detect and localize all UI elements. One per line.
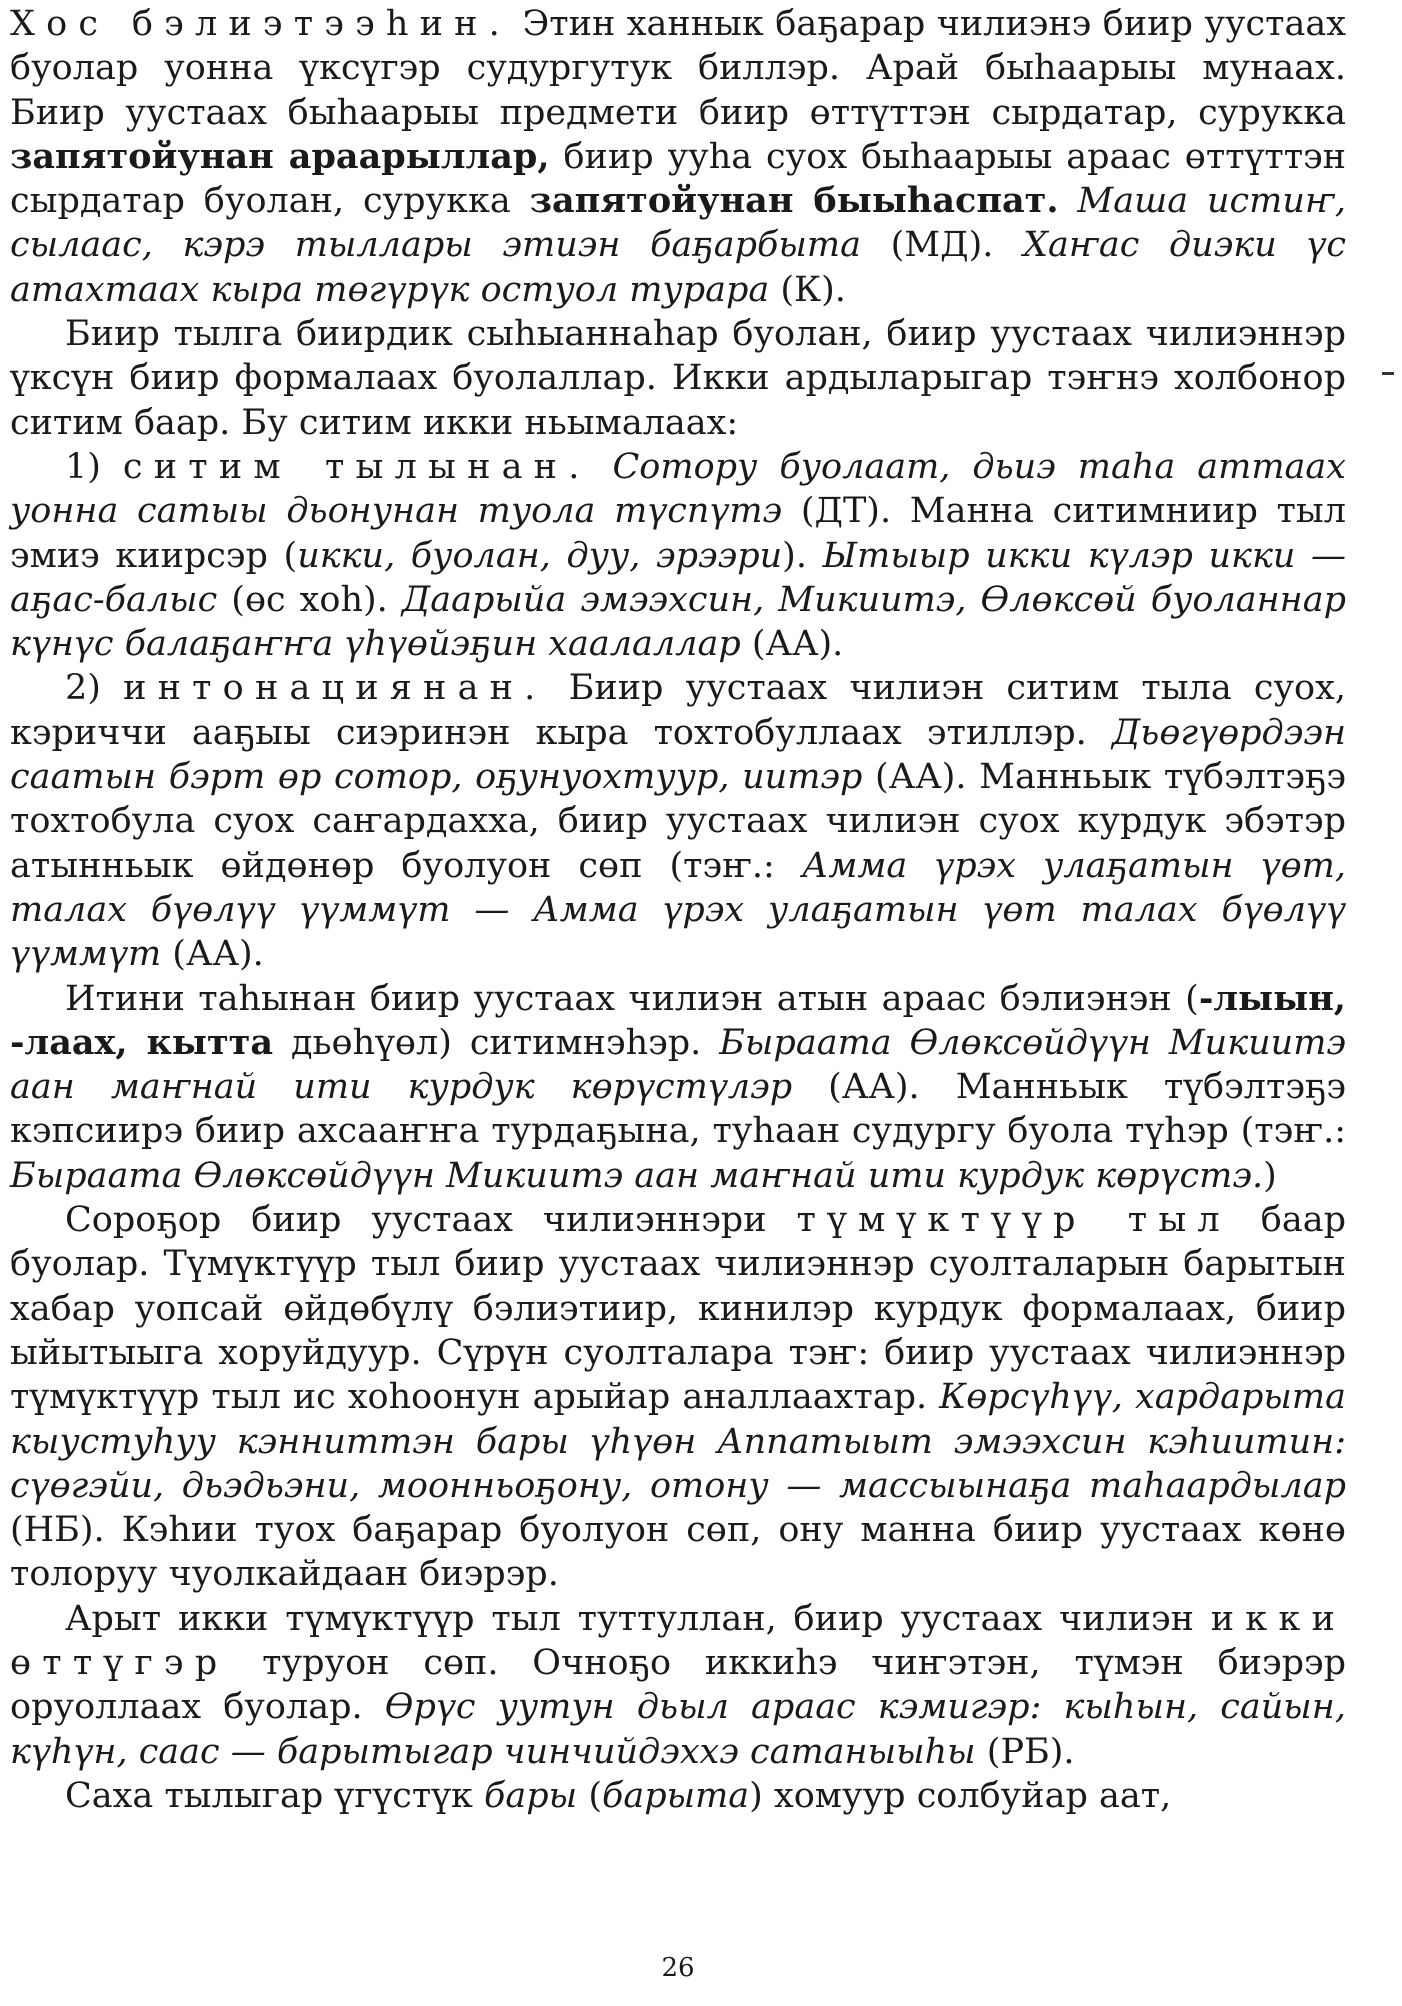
paragraph-1: Хос бэлиэтээһин. Этин ханнык баҕарар чилиэнэ биир уустаах буолар уонна үксүгэр судургутук биллэр. Арай быһаарыы мунаах. Биир уустаах быһаарыы предмети биир өттүттэн сырдатар, сурукка запятойунан араарыллар, биир ууһа суох быһаарыы араас өттүттэн сырдатар буолан, сурукка запятойунан быыһаспат. Маша истиҥ, сылаас, кэрэ тыллары этиэн баҕарбыта (МД). Хаҥас диэки үс атахтаах кыра төгүрүк остуол турара (К).: [10, 4, 1346, 310]
example-text: Даарыйа эмээхсин, Микиитэ, Өлөксөй буоланнар күнүс балаҕаҥҥа үһүөйэҕин хаалаллар: [10, 579, 1346, 665]
example-text: Сотору буолаат, дьиэ таһа аттаах уонна сатыы дьонунан туола түспүтэ: [10, 446, 1346, 532]
example-text: Маша истиҥ, сылаас, кэрэ тыллары этиэн баҕарбыта: [10, 181, 1346, 266]
paragraph-8: Саха тылыгар үгүстүк бары (барыта) хомуур солбуйар аат,: [65, 1775, 1172, 1816]
example-text: Көрсүһүү, хардарыта кыустуһуу кэнниттэн бары үһүөн Аппатыыт эмээхсин кэһиитин: сүөгэйи, дьэдьэни, моонньоҕону, отону — массыынаҕа таһаардылар: [10, 1377, 1346, 1506]
example-text: Быраата Өлөксөйдүүн Микиитэ аан маҥнай ити курдук көрүстэ.: [10, 1155, 1264, 1196]
paragraph-6: Сороҕор биир уустаах чилиэннэри түмүктүүр тыл баар буолар. Түмүктүүр тыл биир уустаах чилиэннэр суолталарын барытын хабар уопсай өйдөбүлү бэлиэтиир, кинилэр курдук формалаах, биир ыйытыыга хоруйдуур. Сүрүн суолталара тэҥ: биир уустаах чилиэннэр түмүктүүр тыл ис хоһоонун арыйар аналлаахтар. Көрсүһүү, хардарыта кыустуһуу кэнниттэн бары үһүөн Аппатыыт эмээхсин кэһиитин: сүөгэйи, дьэдьэни, моонньоҕону, отону — массыынаҕа таһаардылар (НБ). Кэһии туох баҕарар буолуон сөп, ону манна биир уустаах көнө толоруу чуолкайдаан биэрэр.: [10, 1200, 1347, 1595]
margin-mark: [1382, 372, 1394, 375]
section-heading: Хос бэлиэтээһин.: [10, 4, 512, 44]
example-text: Амма үрэх улаҕатын үөт, талах бүөлүү үүммүт — Амма үрэх улаҕатын үөт талах бүөлүү үүммүт: [10, 845, 1346, 975]
term-spaced: түмүктүүр тыл: [796, 1200, 1231, 1241]
page-number: 26: [661, 1953, 695, 1983]
example-text: Хаҥас диэки үс атахтаах кыра төгүрүк остуол турара: [10, 225, 1346, 310]
page-body: [10, 2, 1346, 1818]
example-text: Өрүс уутун дьыл араас кэмигэр: кыһын, сайын, күһүн, саас — барытыгар чинчийдэххэ сатаныыһы: [10, 1687, 1346, 1772]
paragraph-3: 1) ситим тылынан. Сотору буолаат, дьиэ таһа аттаах уонна сатыы дьонунан туола түспүтэ (ДТ). Манна ситимниир тыл эмиэ киирсэр (икки, буолан, дуу, эрээри). Ытыыр икки күлэр икки — аҕас-балыс (өс хоһ). Даарыйа эмээхсин, Микиитэ, Өлөксөй буоланнар күнүс балаҕаҥҥа үһүөйэҕин хаалаллар (АА).: [10, 446, 1347, 665]
paragraph-4: 2) интонациянан. Биир уустаах чилиэн ситим тыла суох, кэриччи ааҕыы сиэринэн кыра тохтобуллаах этиллэр. Дьөгүөрдээн саатын бэрт өр сотор, оҕунуохтуур, иитэр (АА). Манньык түбэлтэҕэ тохтобула суох саҥардаххa, биир уустаах чилиэн суох курдук эбэтэр атынньык өйдөнөр буолуон сөп (тэҥ.: Амма үрэх улаҕатын үөт, талах бүөлүү үүммүт — Амма үрэх улаҕатын үөт талах бүөлүү үүммүт (АА).: [10, 668, 1347, 975]
paragraph-7: Арыт икки түмүктүүр тыл туттуллан, биир уустаах чилиэн икки өттүгэр туруон сөп. Очноҕо иккиһэ чиҥэтэн, түмэн биэрэр оруоллаах буолар. Өрүс уутун дьыл араас кэмигэр: кыһын, сайын, күһүн, саас — барытыгар чинчийдэххэ сатаныыһы (РБ).: [10, 1598, 1346, 1772]
paragraph-2: Биир тылга биирдик сыһыаннаһар буолан, биир уустаах чилиэннэр үксүн биир формалаах буолаллар. Икки ардыларыгар тэҥнэ холбонор ситим баар. Бу ситим икки ньымалаах:: [10, 314, 1346, 443]
subsection-heading: ситим тылынан.: [122, 446, 591, 487]
example-text: Ытыыр икки күлэр икки — аҕас-балыс: [10, 535, 1347, 620]
paragraph-5: Итини таһынан биир уустаах чилиэн атын араас бэлиэнэн (-лыын, -лаах, кытта дьөһүөл) ситимнэһэр. Быраата Өлөксөйдүүн Микиитэ аан маҥнай ити курдук көрүстүлэр (АА). Манньык түбэлтэҕэ кэпсиирэ биир ахсааҥҥа турдаҕына, туһаан судургу буола түһэр (тэҥ.: Быраата Өлөксөйдүүн Микиитэ аан маҥнай ити курдук көрүстэ.): [10, 977, 1347, 1196]
example-text: Быраата Өлөксөйдүүн Микиитэ аан маҥнай ити курдук көрүстүлэр: [10, 1022, 1346, 1108]
subsection-heading: интонациянан.: [123, 668, 547, 709]
term-spaced: икки өттүгэр: [10, 1598, 1346, 1683]
example-text: Дьөгүөрдээн саатын бэрт өр сотор, оҕунуохтуур, иитэр: [10, 712, 1346, 798]
